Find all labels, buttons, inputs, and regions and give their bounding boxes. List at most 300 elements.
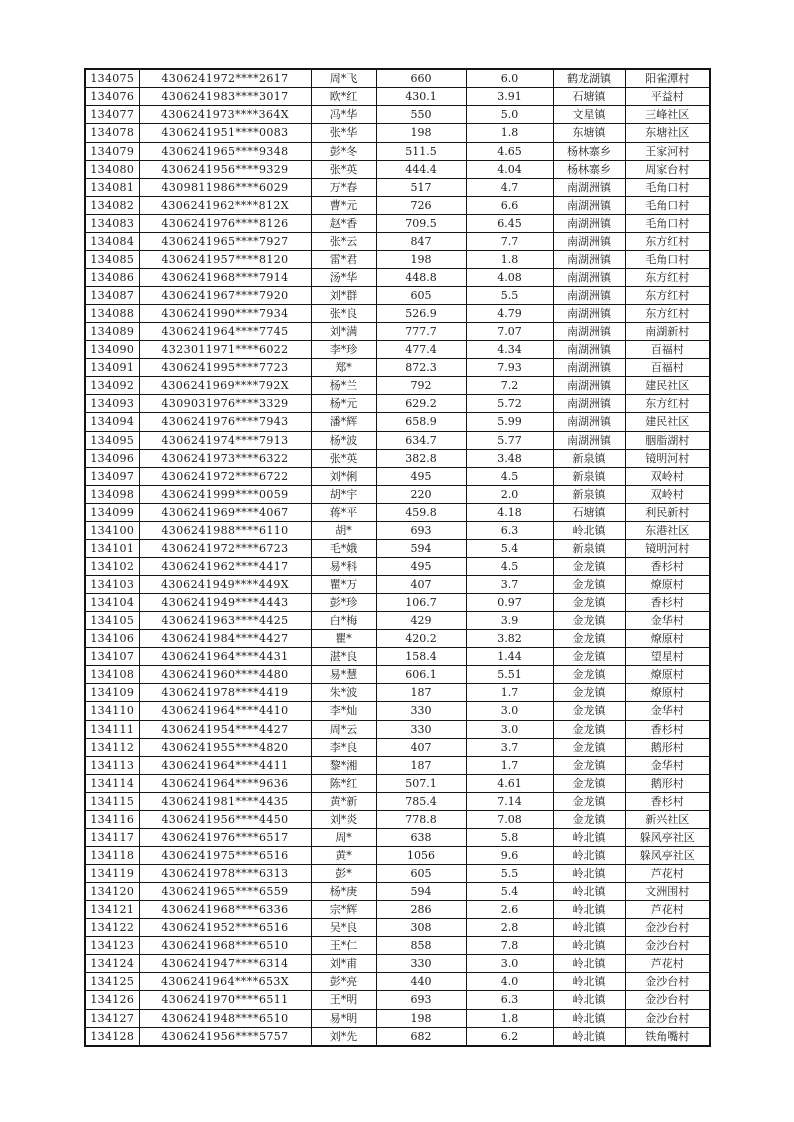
person-name: 周* xyxy=(311,828,376,846)
village-name: 镜明河村 xyxy=(625,449,710,467)
person-name: 汤*华 xyxy=(311,268,376,286)
quantity-value: 5.72 xyxy=(466,395,553,413)
town-name: 石塘镇 xyxy=(553,88,625,106)
person-name: 张*云 xyxy=(311,232,376,250)
quantity-value: 7.07 xyxy=(466,323,553,341)
village-name: 金沙台村 xyxy=(625,937,710,955)
sequence-number: 134108 xyxy=(85,666,139,684)
quantity-value: 5.5 xyxy=(466,865,553,883)
quantity-value: 7.93 xyxy=(466,359,553,377)
town-name: 鹤龙湖镇 xyxy=(553,69,625,88)
table-row xyxy=(85,594,710,612)
town-name: 金龙镇 xyxy=(553,810,625,828)
sequence-number: 134095 xyxy=(85,431,139,449)
sequence-number: 134113 xyxy=(85,756,139,774)
sequence-number: 134093 xyxy=(85,395,139,413)
amount-value: 526.9 xyxy=(376,305,466,323)
person-name: 彭*亮 xyxy=(311,973,376,991)
table-row xyxy=(85,160,710,178)
sequence-number: 134111 xyxy=(85,720,139,738)
quantity-value: 2.8 xyxy=(466,919,553,937)
town-name: 新泉镇 xyxy=(553,539,625,557)
village-name: 燎原村 xyxy=(625,684,710,702)
person-name: 刘*俐 xyxy=(311,467,376,485)
masked-id-number: 4306241967****7920 xyxy=(139,287,311,305)
quantity-value: 3.82 xyxy=(466,630,553,648)
village-name: 双岭村 xyxy=(625,485,710,503)
sequence-number: 134091 xyxy=(85,359,139,377)
person-name: 张*英 xyxy=(311,449,376,467)
quantity-value: 3.7 xyxy=(466,738,553,756)
town-name: 金龙镇 xyxy=(553,774,625,792)
masked-id-number: 4306241965****7927 xyxy=(139,232,311,250)
table-row xyxy=(85,467,710,485)
sequence-number: 134080 xyxy=(85,160,139,178)
table-row xyxy=(85,503,710,521)
person-name: 欧*红 xyxy=(311,88,376,106)
town-name: 岭北镇 xyxy=(553,919,625,937)
person-name: 彭* xyxy=(311,865,376,883)
masked-id-number: 4306241990****7934 xyxy=(139,305,311,323)
town-name: 南湖洲镇 xyxy=(553,214,625,232)
town-name: 岭北镇 xyxy=(553,955,625,973)
quantity-value: 6.0 xyxy=(466,69,553,88)
amount-value: 511.5 xyxy=(376,142,466,160)
beneficiary-table xyxy=(84,68,711,1047)
village-name: 燎原村 xyxy=(625,576,710,594)
village-name: 东方红村 xyxy=(625,232,710,250)
person-name: 瞿* xyxy=(311,630,376,648)
amount-value: 778.8 xyxy=(376,810,466,828)
quantity-value: 4.0 xyxy=(466,973,553,991)
sequence-number: 134107 xyxy=(85,648,139,666)
masked-id-number: 4306241978****6313 xyxy=(139,865,311,883)
table-row xyxy=(85,359,710,377)
person-name: 刘*炎 xyxy=(311,810,376,828)
masked-id-number: 4306241964****7745 xyxy=(139,323,311,341)
masked-id-number: 4306241964****4410 xyxy=(139,702,311,720)
quantity-value: 3.91 xyxy=(466,88,553,106)
table-row xyxy=(85,828,710,846)
masked-id-number: 4306241964****4431 xyxy=(139,648,311,666)
table-row xyxy=(85,756,710,774)
quantity-value: 4.18 xyxy=(466,503,553,521)
sequence-number: 134114 xyxy=(85,774,139,792)
village-name: 东方红村 xyxy=(625,305,710,323)
masked-id-number: 4309811986****6029 xyxy=(139,178,311,196)
quantity-value: 1.8 xyxy=(466,124,553,142)
quantity-value: 5.4 xyxy=(466,539,553,557)
sequence-number: 134078 xyxy=(85,124,139,142)
quantity-value: 6.2 xyxy=(466,1027,553,1046)
amount-value: 286 xyxy=(376,901,466,919)
person-name: 李*珍 xyxy=(311,341,376,359)
amount-value: 777.7 xyxy=(376,323,466,341)
sequence-number: 134097 xyxy=(85,467,139,485)
town-name: 金龙镇 xyxy=(553,648,625,666)
amount-value: 106.7 xyxy=(376,594,466,612)
table-row xyxy=(85,720,710,738)
village-name: 东港社区 xyxy=(625,521,710,539)
amount-value: 594 xyxy=(376,539,466,557)
quantity-value: 4.65 xyxy=(466,142,553,160)
town-name: 金龙镇 xyxy=(553,576,625,594)
table-row xyxy=(85,377,710,395)
masked-id-number: 4306241976****6517 xyxy=(139,828,311,846)
masked-id-number: 4306241972****2617 xyxy=(139,69,311,88)
person-name: 刘*先 xyxy=(311,1027,376,1046)
sequence-number: 134105 xyxy=(85,612,139,630)
masked-id-number: 4306241969****792X xyxy=(139,377,311,395)
table-row xyxy=(85,648,710,666)
quantity-value: 5.8 xyxy=(466,828,553,846)
masked-id-number: 4306241954****4427 xyxy=(139,720,311,738)
town-name: 金龙镇 xyxy=(553,720,625,738)
town-name: 南湖洲镇 xyxy=(553,305,625,323)
amount-value: 709.5 xyxy=(376,214,466,232)
sequence-number: 134101 xyxy=(85,539,139,557)
quantity-value: 4.61 xyxy=(466,774,553,792)
table-row xyxy=(85,124,710,142)
town-name: 岭北镇 xyxy=(553,865,625,883)
village-name: 建民社区 xyxy=(625,377,710,395)
amount-value: 693 xyxy=(376,991,466,1009)
town-name: 金龙镇 xyxy=(553,557,625,575)
village-name: 阳雀潭村 xyxy=(625,69,710,88)
quantity-value: 4.5 xyxy=(466,467,553,485)
quantity-value: 4.7 xyxy=(466,178,553,196)
town-name: 金龙镇 xyxy=(553,702,625,720)
town-name: 岭北镇 xyxy=(553,901,625,919)
sequence-number: 134077 xyxy=(85,106,139,124)
masked-id-number: 4306241976****7943 xyxy=(139,413,311,431)
quantity-value: 4.79 xyxy=(466,305,553,323)
sequence-number: 134084 xyxy=(85,232,139,250)
village-name: 百福村 xyxy=(625,359,710,377)
village-name: 金沙台村 xyxy=(625,973,710,991)
town-name: 南湖洲镇 xyxy=(553,268,625,286)
table-row xyxy=(85,810,710,828)
amount-value: 594 xyxy=(376,883,466,901)
person-name: 刘*群 xyxy=(311,287,376,305)
village-name: 新兴社区 xyxy=(625,810,710,828)
village-name: 铁角嘴村 xyxy=(625,1027,710,1046)
sequence-number: 134122 xyxy=(85,919,139,937)
village-name: 利民新村 xyxy=(625,503,710,521)
village-name: 金华村 xyxy=(625,702,710,720)
person-name: 李*灿 xyxy=(311,702,376,720)
village-name: 香杉村 xyxy=(625,557,710,575)
town-name: 岭北镇 xyxy=(553,1027,625,1046)
town-name: 石塘镇 xyxy=(553,503,625,521)
village-name: 百福村 xyxy=(625,341,710,359)
quantity-value: 2.0 xyxy=(466,485,553,503)
table-row xyxy=(85,521,710,539)
masked-id-number: 4306241968****6510 xyxy=(139,937,311,955)
person-name: 赵*香 xyxy=(311,214,376,232)
village-name: 躲风亭社区 xyxy=(625,828,710,846)
amount-value: 220 xyxy=(376,485,466,503)
person-name: 李*良 xyxy=(311,738,376,756)
sequence-number: 134085 xyxy=(85,250,139,268)
sequence-number: 134089 xyxy=(85,323,139,341)
quantity-value: 6.3 xyxy=(466,521,553,539)
person-name: 白*梅 xyxy=(311,612,376,630)
masked-id-number: 4306241972****6722 xyxy=(139,467,311,485)
masked-id-number: 4306241999****0059 xyxy=(139,485,311,503)
village-name: 望星村 xyxy=(625,648,710,666)
table-row xyxy=(85,901,710,919)
quantity-value: 5.4 xyxy=(466,883,553,901)
amount-value: 660 xyxy=(376,69,466,88)
amount-value: 187 xyxy=(376,684,466,702)
sequence-number: 134128 xyxy=(85,1027,139,1046)
masked-id-number: 4306241951****0083 xyxy=(139,124,311,142)
sequence-number: 134112 xyxy=(85,738,139,756)
town-name: 南湖洲镇 xyxy=(553,232,625,250)
village-name: 南湖新村 xyxy=(625,323,710,341)
town-name: 金龙镇 xyxy=(553,666,625,684)
table-row xyxy=(85,630,710,648)
masked-id-number: 4306241965****9348 xyxy=(139,142,311,160)
masked-id-number: 4306241949****449X xyxy=(139,576,311,594)
masked-id-number: 4306241976****8126 xyxy=(139,214,311,232)
table-row xyxy=(85,955,710,973)
sequence-number: 134100 xyxy=(85,521,139,539)
town-name: 岭北镇 xyxy=(553,828,625,846)
village-name: 镜明河村 xyxy=(625,539,710,557)
quantity-value: 3.48 xyxy=(466,449,553,467)
person-name: 吴*良 xyxy=(311,919,376,937)
amount-value: 198 xyxy=(376,1009,466,1027)
person-name: 黎*湘 xyxy=(311,756,376,774)
table-row xyxy=(85,485,710,503)
table-row xyxy=(85,576,710,594)
town-name: 新泉镇 xyxy=(553,485,625,503)
quantity-value: 4.5 xyxy=(466,557,553,575)
person-name: 毛*娥 xyxy=(311,539,376,557)
village-name: 鹅形村 xyxy=(625,774,710,792)
person-name: 雷*君 xyxy=(311,250,376,268)
table-row xyxy=(85,250,710,268)
village-name: 建民社区 xyxy=(625,413,710,431)
quantity-value: 1.7 xyxy=(466,684,553,702)
table-row xyxy=(85,232,710,250)
amount-value: 605 xyxy=(376,865,466,883)
town-name: 南湖洲镇 xyxy=(553,341,625,359)
sequence-number: 134076 xyxy=(85,88,139,106)
town-name: 岭北镇 xyxy=(553,991,625,1009)
sequence-number: 134126 xyxy=(85,991,139,1009)
person-name: 周*飞 xyxy=(311,69,376,88)
sequence-number: 134116 xyxy=(85,810,139,828)
person-name: 宗*辉 xyxy=(311,901,376,919)
masked-id-number: 4309031976****3329 xyxy=(139,395,311,413)
masked-id-number: 4306241960****4480 xyxy=(139,666,311,684)
amount-value: 495 xyxy=(376,467,466,485)
masked-id-number: 4306241983****3017 xyxy=(139,88,311,106)
table-row xyxy=(85,305,710,323)
masked-id-number: 4306241995****7723 xyxy=(139,359,311,377)
person-name: 黄* xyxy=(311,846,376,864)
amount-value: 495 xyxy=(376,557,466,575)
amount-value: 517 xyxy=(376,178,466,196)
village-name: 毛角口村 xyxy=(625,178,710,196)
person-name: 彭*珍 xyxy=(311,594,376,612)
person-name: 湛*良 xyxy=(311,648,376,666)
person-name: 陈*红 xyxy=(311,774,376,792)
quantity-value: 7.8 xyxy=(466,937,553,955)
masked-id-number: 4306241962****812X xyxy=(139,196,311,214)
quantity-value: 7.7 xyxy=(466,232,553,250)
village-name: 东方红村 xyxy=(625,287,710,305)
person-name: 杨*兰 xyxy=(311,377,376,395)
village-name: 香杉村 xyxy=(625,720,710,738)
village-name: 芦花村 xyxy=(625,865,710,883)
amount-value: 507.1 xyxy=(376,774,466,792)
town-name: 东塘镇 xyxy=(553,124,625,142)
village-name: 毛角口村 xyxy=(625,214,710,232)
village-name: 双岭村 xyxy=(625,467,710,485)
person-name: 周*云 xyxy=(311,720,376,738)
sequence-number: 134079 xyxy=(85,142,139,160)
amount-value: 658.9 xyxy=(376,413,466,431)
quantity-value: 6.6 xyxy=(466,196,553,214)
town-name: 岭北镇 xyxy=(553,521,625,539)
sequence-number: 134075 xyxy=(85,69,139,88)
quantity-value: 1.44 xyxy=(466,648,553,666)
person-name: 王*仁 xyxy=(311,937,376,955)
masked-id-number: 4306241949****4443 xyxy=(139,594,311,612)
person-name: 张*华 xyxy=(311,124,376,142)
table-row xyxy=(85,341,710,359)
amount-value: 693 xyxy=(376,521,466,539)
person-name: 蒋*平 xyxy=(311,503,376,521)
amount-value: 440 xyxy=(376,973,466,991)
amount-value: 407 xyxy=(376,576,466,594)
masked-id-number: 4306241972****6723 xyxy=(139,539,311,557)
village-name: 毛角口村 xyxy=(625,196,710,214)
table-row xyxy=(85,666,710,684)
table-row xyxy=(85,395,710,413)
table-row xyxy=(85,268,710,286)
masked-id-number: 4306241952****6516 xyxy=(139,919,311,937)
sequence-number: 134094 xyxy=(85,413,139,431)
town-name: 南湖洲镇 xyxy=(553,377,625,395)
town-name: 岭北镇 xyxy=(553,1009,625,1027)
town-name: 金龙镇 xyxy=(553,630,625,648)
quantity-value: 1.8 xyxy=(466,250,553,268)
amount-value: 382.8 xyxy=(376,449,466,467)
person-name: 胡* xyxy=(311,521,376,539)
sequence-number: 134127 xyxy=(85,1009,139,1027)
sequence-number: 134102 xyxy=(85,557,139,575)
sequence-number: 134109 xyxy=(85,684,139,702)
amount-value: 606.1 xyxy=(376,666,466,684)
town-name: 金龙镇 xyxy=(553,684,625,702)
town-name: 岭北镇 xyxy=(553,937,625,955)
quantity-value: 5.5 xyxy=(466,287,553,305)
town-name: 金龙镇 xyxy=(553,792,625,810)
quantity-value: 7.2 xyxy=(466,377,553,395)
table-row xyxy=(85,991,710,1009)
amount-value: 330 xyxy=(376,955,466,973)
table-row xyxy=(85,684,710,702)
quantity-value: 7.14 xyxy=(466,792,553,810)
person-name: 潘*辉 xyxy=(311,413,376,431)
table-row xyxy=(85,431,710,449)
table-row xyxy=(85,612,710,630)
amount-value: 198 xyxy=(376,250,466,268)
village-name: 躲风亭社区 xyxy=(625,846,710,864)
amount-value: 858 xyxy=(376,937,466,955)
person-name: 刘*满 xyxy=(311,323,376,341)
amount-value: 429 xyxy=(376,612,466,630)
amount-value: 407 xyxy=(376,738,466,756)
town-name: 金龙镇 xyxy=(553,756,625,774)
masked-id-number: 4306241973****364X xyxy=(139,106,311,124)
village-name: 王家河村 xyxy=(625,142,710,160)
amount-value: 430.1 xyxy=(376,88,466,106)
sequence-number: 134086 xyxy=(85,268,139,286)
table-row xyxy=(85,919,710,937)
amount-value: 634.7 xyxy=(376,431,466,449)
table-row xyxy=(85,106,710,124)
masked-id-number: 4306241984****4427 xyxy=(139,630,311,648)
village-name: 周家台村 xyxy=(625,160,710,178)
village-name: 金沙台村 xyxy=(625,919,710,937)
table-row xyxy=(85,883,710,901)
person-name: 易*科 xyxy=(311,557,376,575)
table-row xyxy=(85,1027,710,1046)
table-row xyxy=(85,539,710,557)
quantity-value: 3.9 xyxy=(466,612,553,630)
town-name: 新泉镇 xyxy=(553,449,625,467)
village-name: 毛角口村 xyxy=(625,250,710,268)
masked-id-number: 4306241947****6314 xyxy=(139,955,311,973)
quantity-value: 5.0 xyxy=(466,106,553,124)
sequence-number: 134106 xyxy=(85,630,139,648)
sequence-number: 134117 xyxy=(85,828,139,846)
amount-value: 726 xyxy=(376,196,466,214)
town-name: 南湖洲镇 xyxy=(553,323,625,341)
quantity-value: 3.0 xyxy=(466,720,553,738)
masked-id-number: 4306241965****6559 xyxy=(139,883,311,901)
table-row xyxy=(85,1009,710,1027)
person-name: 彭*冬 xyxy=(311,142,376,160)
masked-id-number: 4306241948****6510 xyxy=(139,1009,311,1027)
amount-value: 1056 xyxy=(376,846,466,864)
masked-id-number: 4306241978****4419 xyxy=(139,684,311,702)
table-row xyxy=(85,196,710,214)
quantity-value: 3.0 xyxy=(466,702,553,720)
village-name: 芦花村 xyxy=(625,901,710,919)
town-name: 南湖洲镇 xyxy=(553,178,625,196)
table-row xyxy=(85,142,710,160)
masked-id-number: 4323011971****6022 xyxy=(139,341,311,359)
town-name: 杨林寨乡 xyxy=(553,160,625,178)
person-name: 易*慧 xyxy=(311,666,376,684)
village-name: 香杉村 xyxy=(625,792,710,810)
table-row xyxy=(85,449,710,467)
masked-id-number: 4306241974****7913 xyxy=(139,431,311,449)
sequence-number: 134083 xyxy=(85,214,139,232)
quantity-value: 3.0 xyxy=(466,955,553,973)
person-name: 杨*波 xyxy=(311,431,376,449)
table-row xyxy=(85,937,710,955)
masked-id-number: 4306241956****5757 xyxy=(139,1027,311,1046)
table-row xyxy=(85,702,710,720)
